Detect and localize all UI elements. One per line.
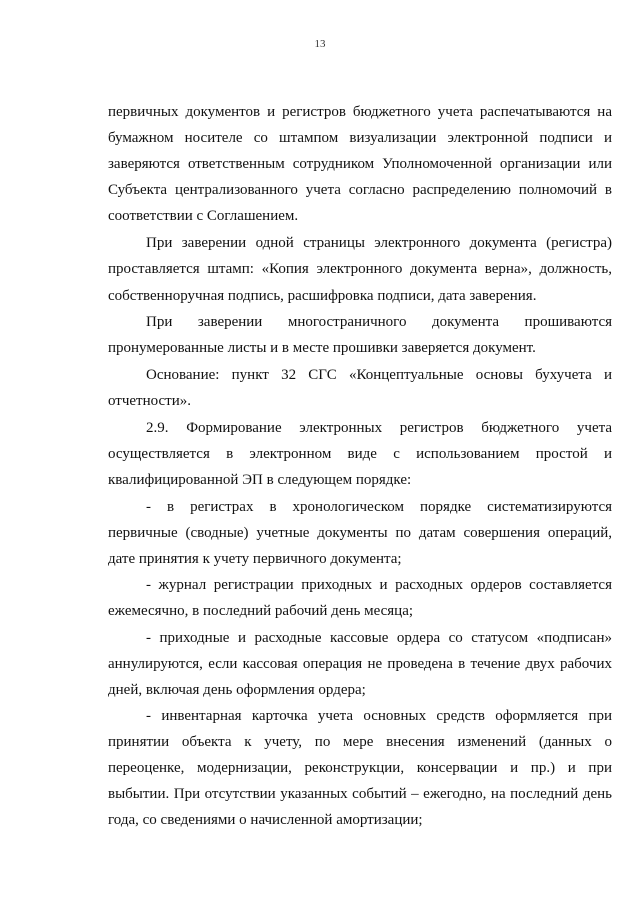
text-line: выбытии. При отсутствии указанных событий – ежегодно, на последний день	[108, 786, 612, 802]
page-number: 13	[314, 38, 326, 50]
text-line: первичные (сводные) учетные документы по датам совершения операций,	[108, 525, 612, 541]
text-line: дней, включая день оформления ордера;	[108, 682, 366, 698]
text-line: 2.9. Формирование электронных регистров бюджетного учета	[146, 420, 612, 436]
text-line: пронумерованные листы и в месте прошивки заверяется документ.	[108, 340, 536, 356]
text-line: ежемесячно, в последний рабочий день месяца;	[108, 603, 414, 619]
text-line: Основание: пункт 32 СГС «Концептуальные основы бухучета и	[146, 367, 612, 383]
text-line: переоценке, модернизации, реконструкции, консервации и пр.) и при	[108, 760, 612, 776]
text-line: года, со сведениями о начисленной амортизации;	[108, 812, 423, 828]
text-line: бумажном носителе со штампом визуализации электронной подписи и	[108, 130, 612, 146]
text-line: заверяются ответственным сотрудником Уполномоченной организации или	[108, 156, 612, 172]
text-line: собственноручная подпись, расшифровка подписи, дата заверения.	[108, 288, 537, 304]
text-line: При заверении многостраничного документа прошиваются	[146, 314, 612, 330]
text-line: - журнал регистрации приходных и расходных ордеров составляется	[146, 577, 612, 593]
text-line: осуществляется в электронном виде с использованием простой и	[108, 446, 612, 462]
text-line: квалифицированной ЭП в следующем порядке:	[108, 472, 412, 488]
text-line: - в регистрах в хронологическом порядке систематизируются	[146, 499, 612, 515]
text-line: проставляется штамп: «Копия электронного документа верна», должность,	[108, 261, 612, 277]
text-line: Субъекта централизованного учета согласно распределению полномочий в	[108, 182, 612, 198]
text-line: аннулируются, если кассовая операция не проведена в течение двух рабочих	[108, 656, 612, 672]
text-line: - приходные и расходные кассовые ордера со статусом «подписан»	[146, 630, 612, 646]
text-line: первичных документов и регистров бюджетного учета распечатываются на	[108, 104, 612, 120]
text-line: отчетности».	[108, 393, 192, 409]
text-line: принятии объекта к учету, по мере внесения изменений (данных о	[108, 734, 612, 750]
text-line: - инвентарная карточка учета основных средств оформляется при	[146, 708, 612, 724]
text-line: соответствии с Соглашением.	[108, 208, 299, 224]
text-line: При заверении одной страницы электронного документа (регистра)	[146, 235, 612, 251]
text-line: дате принятия к учету первичного документа;	[108, 551, 402, 567]
